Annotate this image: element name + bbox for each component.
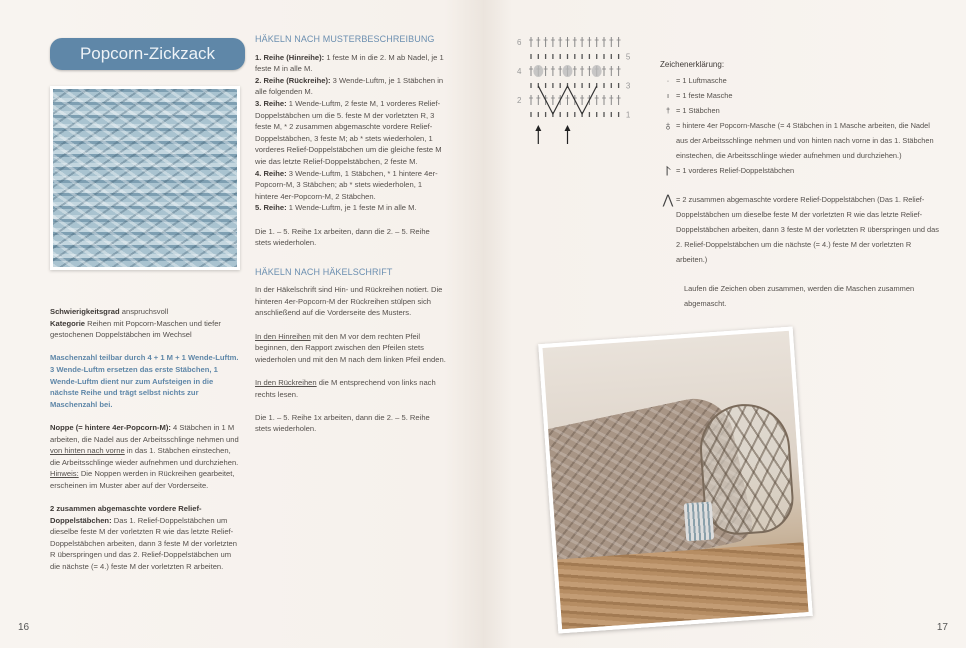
repeat-note: Die 1. – 5. Reihe 1x arbeiten, dann die 2. – 5. Reihe stets wiederholen. <box>255 226 430 248</box>
single-crochet-icon: ı <box>666 91 670 100</box>
decrease-icon: ⋀ <box>662 192 674 207</box>
section-heading: HÄKELN NACH MUSTERBESCHREIBUNG <box>255 34 435 44</box>
legend-item: ı = 1 feste Masche <box>660 88 940 103</box>
swatch-photo <box>50 86 240 270</box>
difficulty: Schwierigkeitsgrad anspruchsvoll <box>50 307 169 316</box>
page-number: 17 <box>936 622 948 633</box>
info-column <box>50 306 242 584</box>
row-instruction: 2. Reihe (Rückreihe): 3 Wende-Luftm, je 1 Stäbchen in alle folgenden M. <box>255 75 444 97</box>
row-number: 4 <box>517 67 522 76</box>
instructions-column <box>255 34 447 447</box>
row-number: 1 <box>625 110 631 120</box>
legend-item: ⨡ = 1 vorderes Relief-Doppelstäbchen <box>660 163 940 178</box>
legend-note: Laufen die Zeichen oben zusammen, werden die Maschen zusammen abgemascht. <box>684 284 915 308</box>
wrong-side-rows: In den Rückreihen die M entsprechend von links nach rechts lesen. <box>255 378 436 399</box>
legend-title: Zeichenerklärung: <box>660 60 725 69</box>
legend-item: ♁ = hintere 4er Popcorn-Masche (= 4 Stäbchen in 1 Masche arbeiten, die Nadel aus der Arbeitsschlinge nehmen und von hinten nach vorne in das 1. Stäbchen einstechen, die Arbeitsschlinge wieder aufnehmen und durchziehen.) <box>660 118 940 163</box>
row-instruction: 1. Reihe (Hinreihe): 1 feste M in die 2. M ab Nadel, je 1 feste M in alle M. <box>255 52 444 74</box>
row-instruction: 4. Reihe: 3 Wende-Luftm, 1 Stäbchen, * 1 hintere 4er-Popcorn-M, 3 Stäbchen; ab * stets wiederholen, 1 hintere 4er-Popcorn-M, 2 Stäbchen. <box>255 168 438 201</box>
pattern-title: Popcorn-Zickzack <box>50 38 245 70</box>
symbol-legend <box>660 57 940 311</box>
tea-light <box>684 502 715 542</box>
repeat-note: Die 1. – 5. Reihe 1x arbeiten, dann die 2. – 5. Reihe stets wiederholen. <box>255 412 430 434</box>
legend-item: † = 1 Stäbchen <box>660 103 940 118</box>
cushion-photo <box>538 326 813 633</box>
relief-definition: 2 zusammen abgemaschte vordere Relief-Doppelstäbchen: Das 1. Relief-Doppelstäbchen um dieselbe feste M der vorletzten R wie das letzte Relief-Doppelstäbchen arbeiten, dann 3 feste M der vorletzten R überspringen und das 2. Relief-Doppelstäbchen um die nächste (= 4.) feste M der vorletzten R arbeiten. <box>50 504 238 572</box>
crochet-chart <box>517 34 642 146</box>
row-number: 3 <box>625 81 631 91</box>
category: Kategorie Reihen mit Popcorn-Maschen und tiefer gestochenen Doppelstäbchen im Wechsel <box>50 318 221 340</box>
chart-intro: In der Häkelschrift sind Hin- und Rückreihen notiert. Die hinteren 4er-Popcorn-M der Rückreihen stülpen sich anschließend auf die Vorderseite des Musters. <box>255 285 443 318</box>
popcorn-mark <box>563 65 573 77</box>
popcorn-mark <box>592 65 602 77</box>
row-instruction: 3. Reihe: 1 Wende-Luftm, 2 feste M, 1 vorderes Relief-Doppelstäbchen um die 5. feste M der vorletzten R, 3 feste M, * 2 zusammen abgemaschte vordere Relief-Doppelstäbchen, 3 feste M; ab * stets wiederholen, 1 vorderes Relief-Doppelstäbchen um die gleiche feste M wie das letzte Relief-Doppelstäbchen, 2 feste M. <box>255 98 442 166</box>
noppe: Noppe (= hintere 4er-Popcorn-M): 4 Stäbchen in 1 M arbeiten, die Nadel aus der Arbeitsschlinge nehmen und von hinten nach vorne in das 1. Stäbchen einstechen, die Arbeitsschlinge wieder aufnehmen und durchziehen. <box>50 422 239 467</box>
row-number: 6 <box>517 38 522 47</box>
popcorn-mark <box>533 65 543 77</box>
stitch-count: Maschenzahl teilbar durch 4 + 1 M + 1 Wende-Luftm. 3 Wende-Luftm ersetzen das erste Stäbchen, 1 Wende-Luftm dient nur zum Aufsteigen in die nächste Reihe und trägt selbst nichts zur Maschenzahl bei. <box>50 353 239 409</box>
double-crochet-icon: † <box>665 106 671 115</box>
popcorn-icon: ♁ <box>663 118 673 133</box>
row-number: 5 <box>625 52 631 62</box>
row-instructions <box>255 52 447 214</box>
right-side-rows: In den Hinreihen mit den M vor dem rechten Pfeil beginnen, den Rapport zwischen den Pfeilen stets wiederholen und mit den M nach dem linken Pfeil enden. <box>255 331 446 364</box>
hint: Hinweis: Die Noppen werden in Rückreihen gearbeitet, erscheinen im Muster aber auf der Vorderseite. <box>50 469 235 490</box>
page-number: 16 <box>18 622 30 633</box>
row-number: 2 <box>517 96 522 105</box>
section-heading: HÄKELN NACH HÄKELSCHRIFT <box>255 266 393 277</box>
legend-item: ⋀ = 2 zusammen abgemaschte vordere Relief-Doppelstäbchen (Das 1. Relief-Doppelstäbchen um dieselbe feste M der vorletzten R wie das letzte Relief-Doppelstäbchen arbeiten, dann 3 feste M der vorletzten R überspringen und das 2. Relief-Doppelstäbchen um die nächste (= 4.) feste M der vorletzten R arbeiten.) <box>660 192 940 267</box>
arrow-head <box>535 125 541 131</box>
front-post-treble-icon: ⨡ <box>665 163 671 178</box>
arrow-head <box>565 125 571 131</box>
legend-item: · = 1 Luftmasche <box>660 73 940 88</box>
chain-dot-icon: · <box>666 76 670 85</box>
row-instruction: 5. Reihe: 1 Wende-Luftm, je 1 feste M in alle M. <box>255 203 417 213</box>
